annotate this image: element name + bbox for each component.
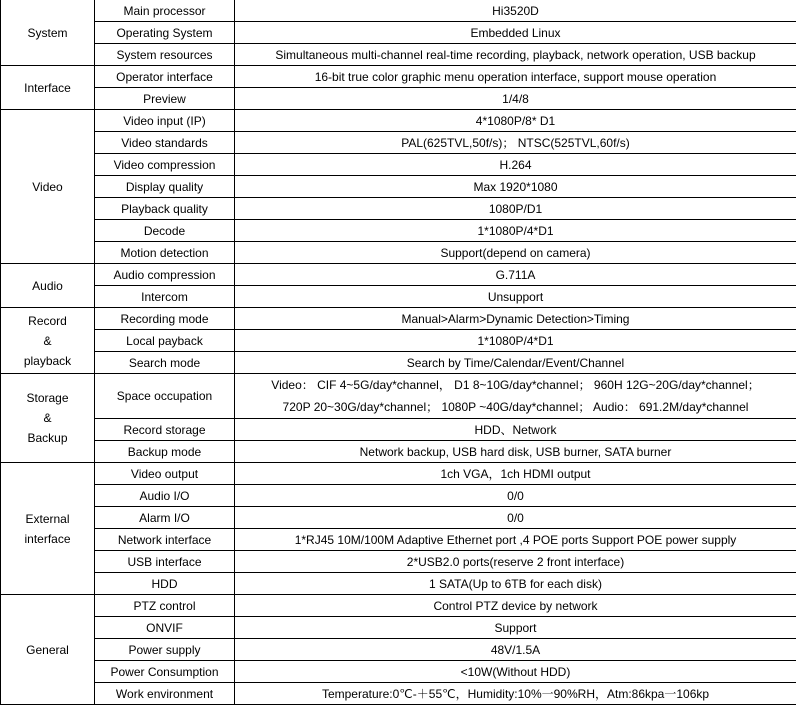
table-row <box>1 22 796 44</box>
spec-value: Control PTZ device by network <box>235 595 796 617</box>
spec-label: Network interface <box>95 529 235 551</box>
group-label: System <box>27 26 67 40</box>
table-row <box>1 0 796 22</box>
table-row <box>1 463 796 485</box>
group-label: & <box>43 411 51 425</box>
spec-label: Audio compression <box>95 264 235 286</box>
table-row <box>1 88 796 110</box>
spec-value: 1/4/8 <box>235 88 796 110</box>
spec-value: Embedded Linux <box>235 22 796 44</box>
group-general <box>1 595 95 705</box>
spec-value: 0/0 <box>235 485 796 507</box>
spec-value: Simultaneous multi-channel real-time recording, playback, network operation, USB backup <box>235 44 796 66</box>
spec-value: Hi3520D <box>235 0 796 22</box>
group-label: Interface <box>24 81 71 95</box>
spec-value: 2*USB2.0 ports(reserve 2 front interface) <box>235 551 796 573</box>
table-row <box>1 374 796 419</box>
table-row <box>1 286 796 308</box>
table-row <box>1 132 796 154</box>
spec-value-line: Video： CIF 4~5G/day*channel， D1 8~10G/day*channel； 960H 12G~20G/day*channel； <box>271 378 759 392</box>
spec-label: ONVIF <box>95 617 235 639</box>
spec-label: HDD <box>95 573 235 595</box>
table-row <box>1 551 796 573</box>
spec-value: 48V/1.5A <box>235 639 796 661</box>
spec-value: 1*1080P/4*D1 <box>235 220 796 242</box>
spec-label: Alarm I/O <box>95 507 235 529</box>
spec-label: Backup mode <box>95 441 235 463</box>
group-label: Record <box>28 314 67 328</box>
table-row <box>1 176 796 198</box>
spec-label: Power supply <box>95 639 235 661</box>
group-system <box>1 0 95 66</box>
spec-label: Preview <box>95 88 235 110</box>
table-row <box>1 154 796 176</box>
table-row <box>1 507 796 529</box>
table-row <box>1 66 796 88</box>
spec-label: Search mode <box>95 352 235 374</box>
spec-label: Space occupation <box>95 374 235 419</box>
table-row <box>1 264 796 286</box>
spec-value: 1*1080P/4*D1 <box>235 330 796 352</box>
table-row <box>1 595 796 617</box>
spec-value: 4*1080P/8* D1 <box>235 110 796 132</box>
spec-value: Max 1920*1080 <box>235 176 796 198</box>
spec-label: Decode <box>95 220 235 242</box>
group-external-interface <box>1 463 95 595</box>
group-storage-backup <box>1 374 95 463</box>
spec-label: Motion detection <box>95 242 235 264</box>
group-label: playback <box>24 354 71 368</box>
table-row <box>1 661 796 683</box>
spec-value: Support(depend on camera) <box>235 242 796 264</box>
spec-value: Temperature:0℃-＋55℃，Humidity:10%一90%RH，Atm:86kpa一106kp <box>235 683 796 705</box>
spec-label: Video compression <box>95 154 235 176</box>
spec-value-line: 720P 20~30G/day*channel； 1080P ~40G/day*channel； Audio： 691.2M/day*channel <box>283 400 749 414</box>
group-interface <box>1 66 95 110</box>
group-video <box>1 110 95 264</box>
table-row <box>1 529 796 551</box>
group-label: External <box>25 512 69 526</box>
table-row <box>1 308 796 330</box>
group-label: & <box>43 334 51 348</box>
spec-value: <10W(Without HDD) <box>235 661 796 683</box>
table-row <box>1 330 796 352</box>
spec-value: Network backup, USB hard disk, USB burner, SATA burner <box>235 441 796 463</box>
table-row <box>1 220 796 242</box>
spec-label: Audio I/O <box>95 485 235 507</box>
table-row <box>1 242 796 264</box>
spec-value: Unsupport <box>235 286 796 308</box>
table-row <box>1 573 796 595</box>
spec-label: Intercom <box>95 286 235 308</box>
spec-label: Work environment <box>95 683 235 705</box>
spec-value: 1 SATA(Up to 6TB for each disk) <box>235 573 796 595</box>
spec-label: PTZ control <box>95 595 235 617</box>
spec-label: Recording mode <box>95 308 235 330</box>
table-row <box>1 352 796 374</box>
spec-value: G.711A <box>235 264 796 286</box>
spec-value: 0/0 <box>235 507 796 529</box>
group-label: Audio <box>32 279 63 293</box>
group-record-playback <box>1 308 95 374</box>
group-label: General <box>26 643 69 657</box>
spec-label: System resources <box>95 44 235 66</box>
table-row <box>1 419 796 441</box>
spec-value: Search by Time/Calendar/Event/Channel <box>235 352 796 374</box>
spec-label: Operating System <box>95 22 235 44</box>
spec-value: 16-bit true color graphic menu operation interface, support mouse operation <box>235 66 796 88</box>
table-row <box>1 110 796 132</box>
spec-value: Support <box>235 617 796 639</box>
table-row <box>1 198 796 220</box>
spec-label: Operator interface <box>95 66 235 88</box>
spec-label: Record storage <box>95 419 235 441</box>
spec-value: 1ch VGA，1ch HDMI output <box>235 463 796 485</box>
group-audio <box>1 264 95 308</box>
table-row <box>1 44 796 66</box>
group-label: Storage <box>26 391 68 405</box>
spec-value: HDD、Network <box>235 419 796 441</box>
spec-label: Video standards <box>95 132 235 154</box>
spec-label: Main processor <box>95 0 235 22</box>
spec-label: Display quality <box>95 176 235 198</box>
group-label: Backup <box>27 431 67 445</box>
spec-label: Video output <box>95 463 235 485</box>
spec-value: 1080P/D1 <box>235 198 796 220</box>
table-row <box>1 683 796 705</box>
spec-label: Local payback <box>95 330 235 352</box>
spec-label: USB interface <box>95 551 235 573</box>
spec-value <box>235 374 796 419</box>
group-label: interface <box>24 532 70 546</box>
spec-label: Playback quality <box>95 198 235 220</box>
group-label: Video <box>32 180 62 194</box>
spec-label: Video input (IP) <box>95 110 235 132</box>
table-row <box>1 441 796 463</box>
table-row <box>1 639 796 661</box>
spec-value: Manual>Alarm>Dynamic Detection>Timing <box>235 308 796 330</box>
table-row <box>1 617 796 639</box>
table-row <box>1 485 796 507</box>
spec-label: Power Consumption <box>95 661 235 683</box>
spec-value: 1*RJ45 10M/100M Adaptive Ethernet port ,4 POE ports Support POE power supply <box>235 529 796 551</box>
spec-value: H.264 <box>235 154 796 176</box>
spec-value: PAL(625TVL,50f/s)； NTSC(525TVL,60f/s) <box>235 132 796 154</box>
